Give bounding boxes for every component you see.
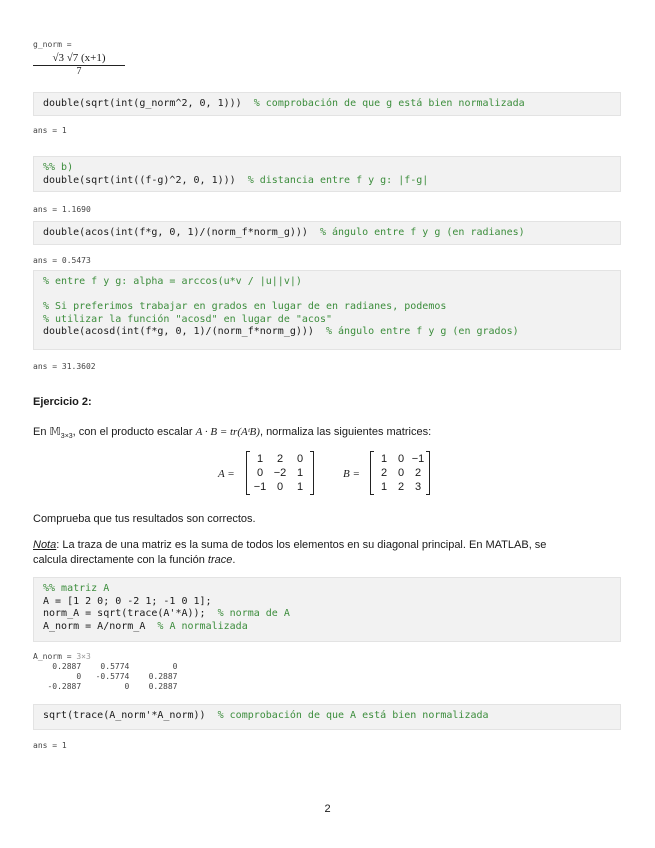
code-line: norm_A = sqrt(trace(A'*A)); [43,608,206,619]
matrix-cell: 2 [414,467,422,479]
note-text: . [232,554,236,566]
matrix-cell: 0 [397,453,405,465]
code-comment: % norma de A [217,608,290,619]
matrix-space-symbol: 𝕄 [49,426,61,438]
output-header: A_norm = [33,652,77,661]
matrix-cell: 1 [380,481,388,493]
code-comment: % utilizar la función "acosd" en lugar de "acos" [43,313,332,325]
code-line: double(sqrt(int(g_norm^2, 0, 1))) [43,98,242,109]
note-text: : La traza de una matriz es la suma de todos los elementos en su diagonal principal. En MATLAB, se [56,539,547,551]
note-paragraph [33,538,633,568]
code-comment: % entre f y g: alpha = arccos(u*v / |u||v|) [43,276,302,287]
code-block-5[interactable] [33,577,621,642]
gnorm-fraction [33,52,125,77]
output-row: -0.2887 0 0.2887 [33,682,178,691]
code-block-1[interactable] [33,92,621,116]
code-comment: %% matriz A [43,583,110,594]
matrix-cell: 3 [414,481,422,493]
note-label: Nota [33,539,57,551]
scalar-product-formula: A · B = tr(AᵗB) [195,426,260,438]
code-line: sqrt(trace(A_norm'*A_norm)) [43,710,206,721]
code-line: double(acosd(int(f*g, 0, 1)/(norm_f*norm_g))) [43,326,314,337]
code-comment: % ángulo entre f y g (en radianes) [319,227,525,238]
gnorm-header: g_norm = [33,40,72,49]
output-5 [33,652,178,692]
code-block-6[interactable] [33,704,621,730]
matrix-b [370,451,430,495]
code-block-4[interactable] [33,270,621,350]
matrix-cell: 2 [276,453,284,465]
code-comment: % A normalizada [157,620,248,632]
output-6: ans = 1 [33,741,67,750]
intro-paragraph [33,425,431,444]
code-block-3[interactable] [33,221,621,245]
intro-text: En [33,426,50,438]
output-1: ans = 1 [33,126,67,135]
output-4: ans = 31.3602 [33,362,96,371]
code-comment: % ángulo entre f y g (en grados) [325,326,519,337]
output-row: 0 -0.5774 0.2887 [33,672,178,681]
code-comment: % comprobación de que A está bien normalizada [217,710,489,721]
output-3: ans = 0.5473 [33,256,91,265]
code-line: double(sqrt(int((f-g)^2, 0, 1))) [43,174,236,186]
code-line: A_norm = A/norm_A [43,620,146,632]
matrix-cell: −1 [253,481,267,493]
matrix-b-label: B = [343,468,360,480]
code-line: A = [1 2 0; 0 -2 1; -1 0 1]; [43,595,212,607]
code-line: double(acos(int(f*g, 0, 1)/(norm_f*norm_g))) [43,227,308,238]
matrix-cell: −2 [273,467,287,479]
page-number: 2 [324,803,331,815]
matrix-a-label: A = [218,468,235,480]
matrix-space-subscript: 3×3 [60,433,73,441]
section-heading: Ejercicio 2: [33,396,92,408]
matrix-cell: 1 [296,467,304,479]
output-2: ans = 1.1690 [33,205,91,214]
code-comment: % comprobación de que g está bien normalizada [253,98,525,109]
output-dims: 3×3 [76,652,91,661]
matrix-cell: 0 [276,481,284,493]
matrix-cell: 1 [256,453,264,465]
output-row: 0.2887 0.5774 0 [33,662,178,671]
matrix-a [246,451,314,495]
matrix-cell: 1 [380,453,388,465]
code-comment: % Si preferimos trabajar en grados en lugar de en radianes, podemos [43,301,447,312]
matrix-cell: −1 [411,453,425,465]
note-text: calcula directamente con la función [33,554,208,566]
matrix-cell: 2 [380,467,388,479]
matrix-cell: 0 [256,467,264,479]
intro-text: , normaliza las siguientes matrices: [259,426,432,438]
gnorm-denominator: 7 [76,66,82,77]
code-comment: %% b) [43,162,74,173]
matrix-cell: 0 [296,453,304,465]
matrix-cell: 0 [397,467,405,479]
matrix-cell: 2 [397,481,405,493]
gnorm-numerator: √3 √7 (x+1) [33,52,125,66]
note-function-name: trace [207,554,233,566]
matrix-cell: 1 [296,481,304,493]
intro-text: , con el producto escalar [72,426,196,438]
code-comment: % distancia entre f y g: |f-g| [247,174,429,186]
code-block-2[interactable] [33,156,621,192]
check-text: Comprueba que tus resultados son correctos. [33,513,256,525]
